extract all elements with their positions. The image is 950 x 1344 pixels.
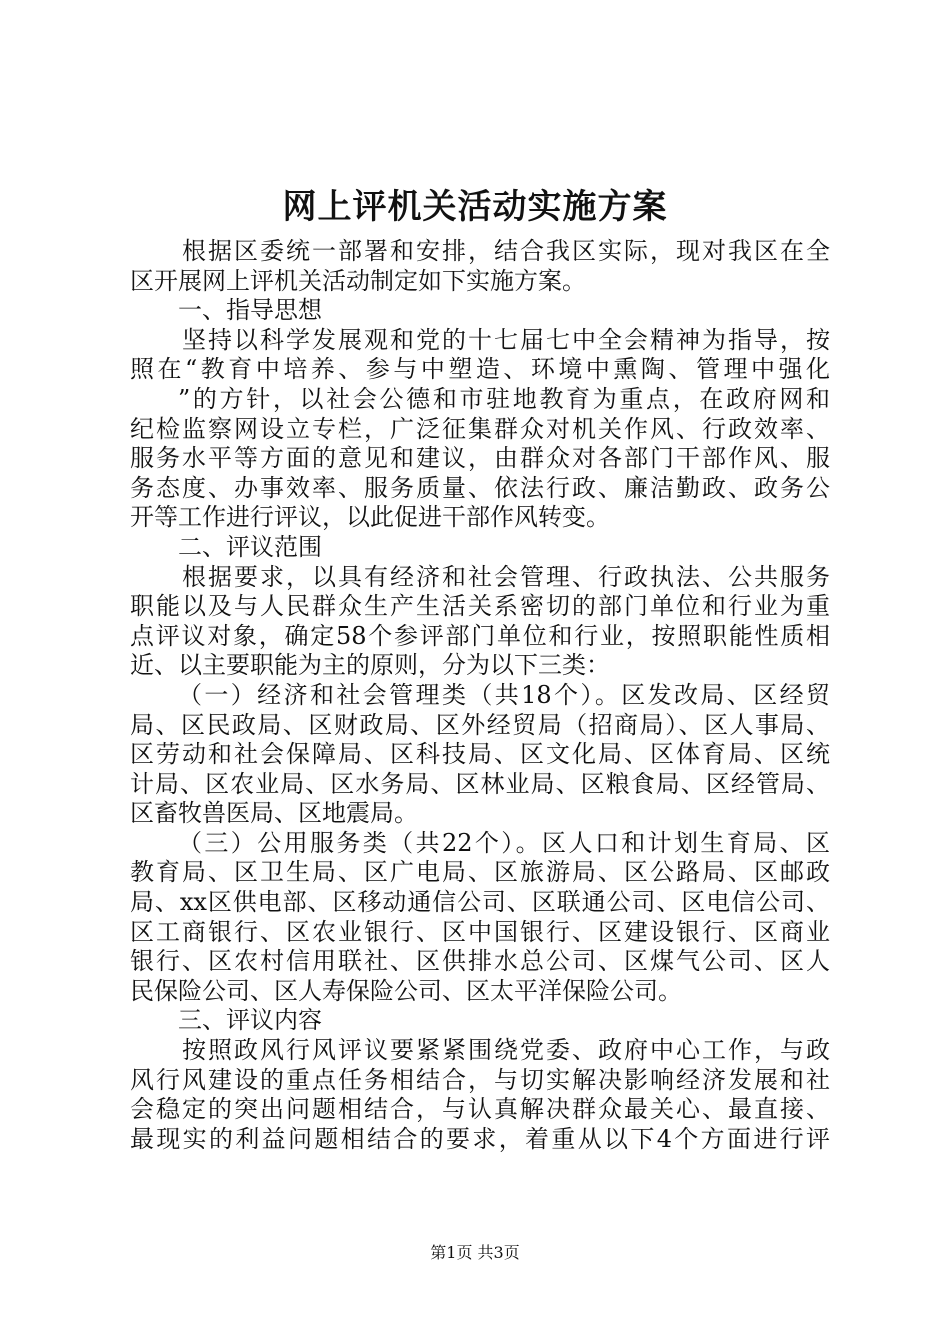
body-line: 点评议对象，确定58个参评部门单位和行业，按照职能性质相	[130, 621, 830, 650]
body-line: 区畜牧兽医局、区地震局。	[130, 799, 418, 828]
document-title: 网上评机关活动实施方案	[282, 187, 668, 227]
body-line: 坚持以科学发展观和党的十七届七中全会精神为指导，按	[182, 325, 830, 354]
body-line: 服务水平等方面的意见和建议，由群众对各部门干部作风、服	[130, 444, 830, 473]
body-line: 务态度、办事效率、服务质量、依法行政、廉洁勤政、政务公	[130, 473, 830, 502]
body-line: 开等工作进行评议，以此促进干部作风转变。	[130, 503, 610, 532]
body-line: 会稳定的突出问题相结合，与认真解决群众最关心、最直接、	[130, 1095, 830, 1124]
body-line: ”的方针，以社会公德和市驻地教育为重点，在政府网和	[178, 384, 830, 413]
body-line: 根据区委统一部署和安排，结合我区实际，现对我区在全	[182, 237, 830, 265]
body-line: 纪检监察网设立专栏，广泛征集群众对机关作风、行政效率、	[130, 414, 830, 443]
body-line: 局、xx区供电部、区移动通信公司、区联通公司、区电信公司、	[130, 888, 830, 917]
body-line: 区劳动和社会保障局、区科技局、区文化局、区体育局、区统	[130, 740, 830, 769]
body-line: 最现实的利益问题相结合的要求，着重从以下4个方面进行评	[130, 1124, 830, 1153]
body-line: 计局、区农业局、区水务局、区林业局、区粮食局、区经管局、	[130, 769, 830, 798]
body-line: 民保险公司、区人寿保险公司、区太平洋保险公司。	[130, 976, 682, 1005]
body-line: 风行风建设的重点任务相结合，与切实解决影响经济发展和社	[130, 1065, 830, 1094]
body-line: 职能以及与人民群众生产生活关系密切的部门单位和行业为重	[130, 592, 830, 621]
section-heading: 一、指导思想	[178, 296, 322, 325]
body-line: 区开展网上评机关活动制定如下实施方案。	[130, 266, 586, 295]
document-body	[130, 237, 830, 1154]
body-line: 局、区民政局、区财政局、区外经贸局（招商局）、区人事局、	[130, 710, 830, 739]
body-line: 银行、区农村信用联社、区供排水总公司、区煤气公司、区人	[130, 947, 830, 976]
page-footer: 第1页 共3页	[430, 1243, 520, 1262]
body-line: （三）公用服务类（共22个）。区人口和计划生育局、区	[178, 828, 830, 857]
body-line: 根据要求，以具有经济和社会管理、行政执法、公共服务	[182, 562, 830, 591]
section-heading: 三、评议内容	[178, 1006, 322, 1035]
body-line: 照在“教育中培养、参与中塑造、环境中熏陶、管理中强化	[130, 355, 830, 384]
body-line: 教育局、区卫生局、区广电局、区旅游局、区公路局、区邮政	[130, 858, 830, 887]
body-line: 按照政风行风评议要紧紧围绕党委、政府中心工作，与政	[182, 1036, 830, 1065]
section-heading: 二、评议范围	[178, 532, 322, 561]
body-line: 区工商银行、区农业银行、区中国银行、区建设银行、区商业	[130, 917, 830, 946]
body-line: （一）经济和社会管理类（共18个）。区发改局、区经贸	[178, 680, 830, 709]
body-line: 近、以主要职能为主的原则，分为以下三类：	[130, 651, 610, 680]
